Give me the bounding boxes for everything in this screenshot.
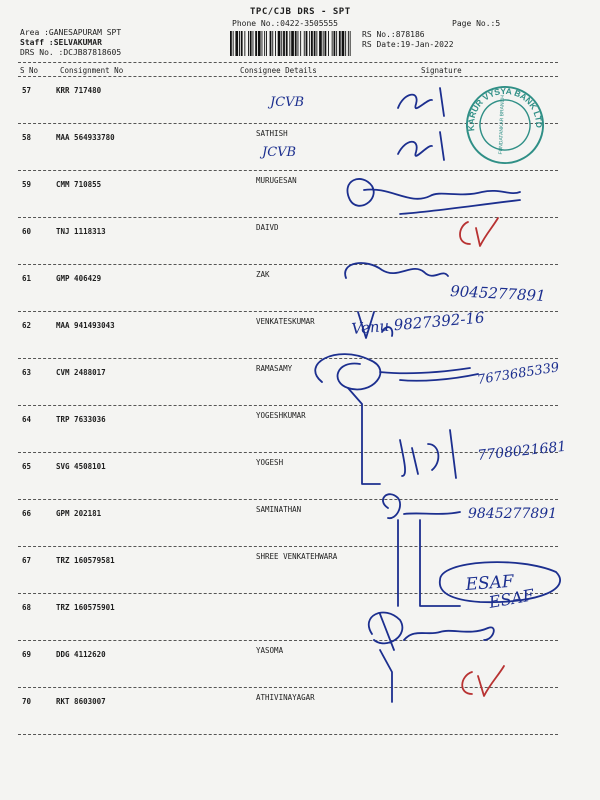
- row-consignment: DDG 4112620: [56, 650, 106, 659]
- row-sno: 60: [22, 227, 32, 236]
- handwritten-esaf-2: ESAF: [487, 585, 536, 612]
- row-consignment: SVG 4508101: [56, 462, 106, 471]
- row-consignee: YOGESH: [256, 458, 284, 467]
- phone-number: Phone No.:0422-3505555: [232, 19, 338, 28]
- signature-65: [400, 430, 456, 478]
- row-sno: 61: [22, 274, 32, 283]
- handwritten-esaf-1: ESAF: [464, 571, 515, 595]
- row-consignment: KRR 717480: [56, 86, 102, 95]
- row-sno: 57: [22, 86, 32, 95]
- row-consignment: TRZ 160579581: [56, 556, 115, 565]
- row-consignment: CMM 710855: [56, 180, 102, 189]
- signature-63: [315, 354, 478, 389]
- row-consignee: YOGESHKUMAR: [256, 411, 306, 420]
- signature-69: [369, 613, 494, 650]
- row-consignment: GPM 202181: [56, 509, 102, 518]
- signature-69-bracket: [380, 650, 392, 702]
- signature-63-bracket: [348, 388, 380, 484]
- signature-57: [398, 88, 444, 116]
- row-sno: 68: [22, 603, 32, 612]
- stamp-ring-text: KARUR VYSYA BANK LTD: [465, 85, 545, 132]
- row-sno: 65: [22, 462, 32, 471]
- row-consignment: TRZ 160575901: [56, 603, 115, 612]
- row-consignment: RKT 8603007: [56, 697, 106, 706]
- row-consignee: SAMINATHAN: [256, 505, 302, 514]
- row-sno: 59: [22, 180, 32, 189]
- row-sno: 63: [22, 368, 32, 377]
- bank-stamp: [456, 76, 554, 173]
- red-mark-60: [460, 218, 498, 246]
- row-consignment: MAA 941493043: [56, 321, 115, 330]
- col-sno: S No: [20, 66, 39, 75]
- row-consignee: ATHIVINAYAGAR: [256, 693, 315, 702]
- handwritten-phone-63: 7673685339: [476, 360, 561, 388]
- row-consignee: YASOMA: [256, 646, 284, 655]
- signature-58: [398, 132, 444, 160]
- row-consignee: SHREE VENKATEHWARA: [256, 552, 338, 561]
- col-signature: Signature: [421, 66, 462, 75]
- row-consignment: TNJ 1118313: [56, 227, 106, 236]
- handwritten-jcvb-2: JCVB: [262, 145, 297, 160]
- handwritten-phone-65: 7708021681: [476, 438, 568, 464]
- signature-66-bracket: [398, 520, 460, 606]
- staff-field: Staff :SELVAKUMAR: [20, 38, 102, 47]
- row-consignee: MURUGESAN: [256, 176, 297, 185]
- drs-number: DRS No. :DCJB87818605: [20, 48, 122, 57]
- row-sno: 66: [22, 509, 32, 518]
- row-consignee: VENKATESKUMAR: [256, 317, 315, 326]
- row-consignee: RAMASAMY: [256, 364, 293, 373]
- col-consignee: Consignee Details: [240, 66, 317, 75]
- row-sno: 62: [22, 321, 32, 330]
- row-consignee: DAIVD: [256, 223, 279, 232]
- row-sno: 64: [22, 415, 32, 424]
- row-sno: 67: [22, 556, 32, 565]
- row-consignment: TRP 7633036: [56, 415, 106, 424]
- row-consignee: ZAK: [256, 270, 270, 279]
- page-number: Page No.:5: [452, 19, 501, 28]
- row-consignment: CVM 2488017: [56, 368, 106, 377]
- handwritten-phone-66: 9845277891: [468, 506, 558, 522]
- handwritten-jcvb-1: JCVB: [270, 95, 305, 110]
- col-consignment: Consignment No: [60, 66, 124, 75]
- sheet-title: TPC/CJB DRS - SPT: [250, 7, 351, 17]
- row-consignee: SATHISH: [256, 129, 288, 138]
- row-sno: 70: [22, 697, 32, 706]
- rs-date: RS Date:19-Jan-2022: [362, 40, 454, 49]
- row-consignment: GMP 406429: [56, 274, 102, 283]
- stamp-center-text: FUNDATANKAR BRANCH: [497, 95, 507, 155]
- handwritten-phone-61: 9045277891: [449, 282, 547, 305]
- rs-number: RS No.:878186: [362, 30, 425, 39]
- signature-66: [383, 494, 460, 518]
- handwritten-venu-62: Venu 9827392-16: [350, 308, 486, 338]
- signature-61: [345, 263, 448, 278]
- row-sno: 58: [22, 133, 32, 142]
- signature-59-60: [347, 179, 520, 214]
- row-sno: 69: [22, 650, 32, 659]
- red-mark-70: [462, 666, 504, 696]
- row-consignment: MAA 564933780: [56, 133, 115, 142]
- area-field: Area :GANESAPURAM SPT: [20, 28, 122, 37]
